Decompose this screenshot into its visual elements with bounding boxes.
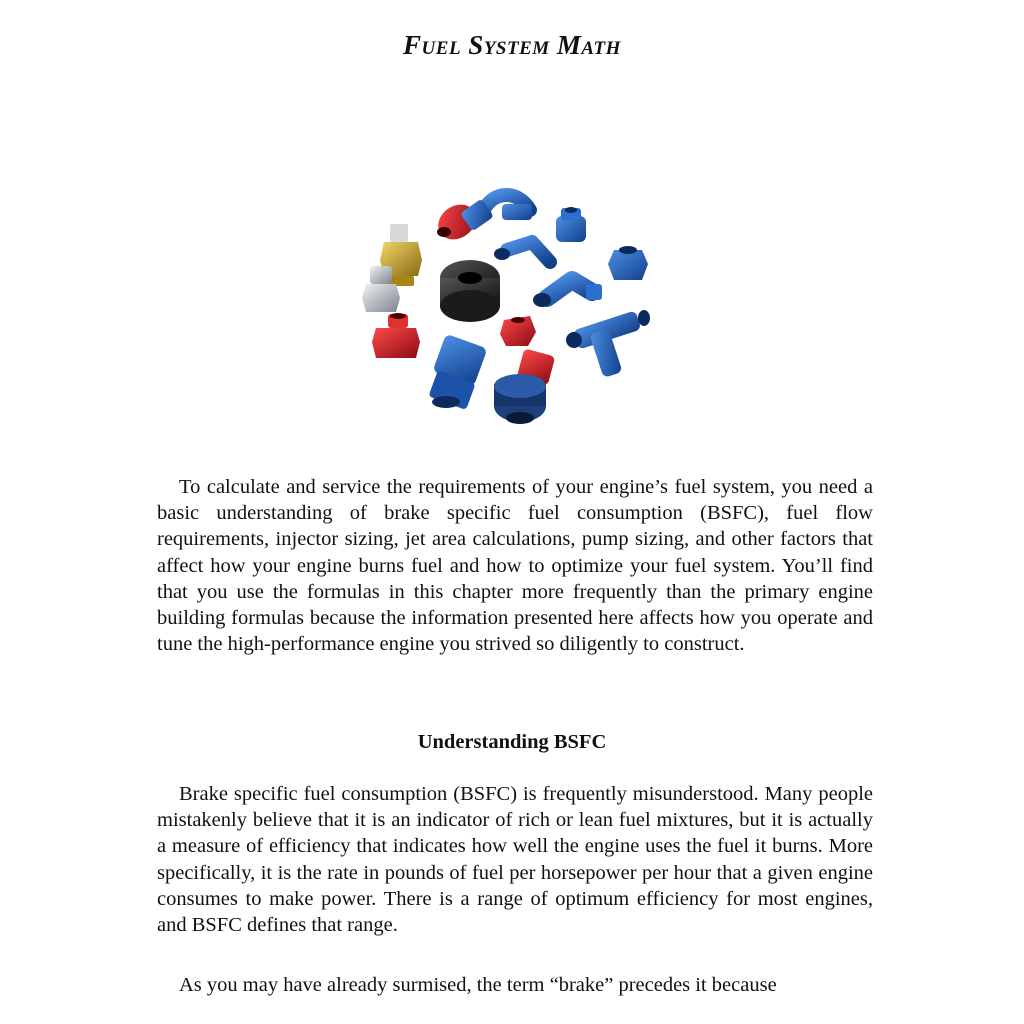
small-red-fitting xyxy=(500,316,536,346)
brake-paragraph: As you may have already surmised, the term “brake” precedes it because xyxy=(179,974,777,996)
red-blue-elbow-fitting xyxy=(431,195,532,247)
blue-pipe-adapter-fitting xyxy=(428,334,487,410)
blue-tee-fitting xyxy=(566,310,650,378)
bsfc-paragraph: Brake specific fuel consumption (BSFC) is frequently misunderstood. Many people mistakenly believe that it is an indicator of rich or lean fuel mixtures, but it is actually a measure of efficiency that indicates how well the engine uses the fuel it burns. More specifically, it is the rate in pounds of fuel per horsepower per hour that a given engine consumes to make power. There is a range of optimum efficiency for most engines, and BSFC defines that range. xyxy=(157,783,873,937)
red-black-swivel-fitting xyxy=(494,348,555,424)
red-fitting xyxy=(372,313,420,358)
blue-nut-fitting xyxy=(608,246,648,280)
page-title: Fuel System Math xyxy=(403,30,621,60)
section-heading: Understanding BSFC xyxy=(417,731,607,753)
intro-paragraph: To calculate and service the requirements of your engine’s fuel system, you need a basic understanding of brake specific fuel consumption (BSFC), fuel flow requirements, injector sizing, jet area calculations, pump sizing, and other factors that affect how your engine burns fuel and how to optimize your fuel system. You’ll find that you use the formulas in this chapter more frequently than the primary engine building formulas because the information presented here affects how you operate and tune the high-performance engine you strived so diligently to construct. xyxy=(157,476,873,656)
black-bulkhead-fitting xyxy=(440,260,500,322)
blue-small-elbow-fitting xyxy=(494,242,550,262)
blue-elbow-fitting xyxy=(533,280,602,307)
fuel-fittings-photo xyxy=(352,180,662,445)
blue-union-fitting xyxy=(556,207,586,242)
